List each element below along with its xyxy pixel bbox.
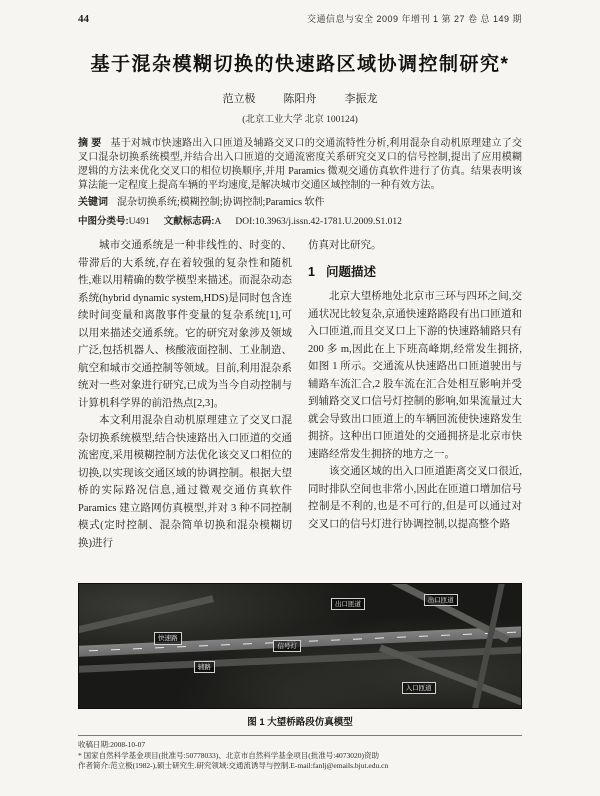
- doc-code-label: 文献标志码:: [163, 216, 215, 227]
- keywords-label: 关键词: [78, 197, 108, 208]
- right-column: [308, 237, 522, 577]
- author-name: 李振龙: [344, 93, 378, 105]
- figure-caption: 图 1 大望桥路段仿真模型: [247, 717, 353, 728]
- figure-label: 出口匝道: [331, 598, 365, 611]
- left-column: [78, 237, 292, 577]
- figure-label: 辅路: [194, 661, 215, 674]
- paper-title: 基于混杂模糊切换的快速路区域协调控制研究*: [90, 54, 510, 75]
- west-ramp-road: [78, 595, 214, 636]
- figure-label: 入口匝道: [402, 682, 436, 695]
- body-paragraph: 本文利用混杂自动机原理建立了交叉口混杂切换系统模型,结合快速路出入口匝道的交通流密度,采用模糊控制方法优化该交叉口相位的切换,以实现该交通区域的协调控制。根据大望桥的实际路况信息,通过微观交通仿真软件 Paramics 建立路网仿真模型,并对 3 种不同控制模式(定时控制、混杂简单切换和混杂模糊切换)进行: [78, 415, 292, 549]
- footnote-author-bio: 作者简介:范立极(1982-),硕士研究生.研究领域:交通流诱导与控制.E-mail:fanlj@emails.bjut.edu.cn: [78, 761, 389, 770]
- clc-label: 中图分类号:: [78, 216, 129, 227]
- section-heading: [308, 264, 522, 282]
- author-name: 陈阳舟: [283, 93, 317, 105]
- figure-label: 快速路: [154, 632, 182, 645]
- abstract-block: [78, 137, 522, 193]
- simulation-screenshot: [78, 583, 522, 709]
- abstract-label: 摘 要: [78, 138, 102, 149]
- body-paragraph: 该交通区域的出入口匝道距离交叉口很近,同时排队空间也非常小,因此在匝道口增加信号控制是不利的,也是不可行的,但是可以通过对交叉口的信号灯进行协调控制,以提高整个路: [308, 466, 522, 530]
- section-title: 问题描述: [325, 264, 376, 279]
- abstract-text: 基于对城市快速路出入口匝道及辅路交叉口的交通流特性分析,利用混杂自动机原理建立了交叉口混杂切换系统模型,并结合出入口匝道的交通流密度关系研究交叉口的信号控制,提出了应用模糊逻辑的方法来优化交叉口的相位切换顺序,并用 Paramics 微观交通仿真软件进行了仿真。结果表明该算法能一定程度上提高车辆的平均速度,是解决城市交通区域控制的一种有效方法。: [78, 138, 523, 191]
- footnotes: [78, 735, 522, 772]
- keywords-block: [78, 196, 522, 210]
- body-paragraph: 城市交通系统是一种非线性的、时变的、带滞后的大系统,存在着较强的复杂性和随机性,难以用精确的数学模型来描述。而混杂动态系统(hybrid dynamic system,HDS)是同时包含连续时间变量和离散事件变量的复杂系统[1],可以用来描述交通系统。它的研究对象涉及领域广泛,包括机器人、核酸液面控制、工业制造、航空和城市交通控制等领域。目前,利用混杂系统对一些对象进行研究,已成为当今自动控制与计算机科学界的前沿热点[2,3]。: [78, 240, 292, 409]
- meta-line: [78, 213, 522, 227]
- affiliation: (北京工业大学 北京 100124): [242, 115, 358, 125]
- body-columns: [78, 237, 522, 577]
- figure-label: 信号灯: [273, 640, 301, 653]
- clc-value: U491: [128, 217, 150, 227]
- author-name: 范立极: [222, 93, 256, 105]
- figure-label: 出口匝道: [424, 594, 458, 607]
- journal-info: 交通信息与安全 2009 年增刊 1 第 27 卷 总 149 期: [306, 14, 522, 24]
- doi-text: DOI:10.3963/j.issn.42-1781.U.2009.S1.012: [235, 217, 402, 227]
- author-list: [78, 90, 522, 106]
- footnote-received-date: 收稿日期:2008-10-07: [78, 740, 146, 749]
- figure-1: [78, 583, 522, 728]
- footnote-funding: * 国家自然科学基金项目(批准号:50778033)、北京市自然科学基金项目(批准号:4073020)资助: [78, 750, 380, 760]
- section-number: 1: [308, 264, 315, 279]
- page-number: 44: [78, 13, 89, 25]
- page-header: [78, 12, 522, 25]
- body-paragraph: 北京大望桥地处北京市三环与四环之间,交通状况比较复杂,京通快速路路段有出口匝道和入口匝道,而且交叉口上下游的快速路辅路只有 200 多 m,因此在上下班高峰期,经常发生拥挤,如图 1 所示。交通流从快速路出口匝道驶出与辅路车流汇合,2 股车流在汇合处相互影响并受到辅路交叉口信号灯控制的影响,如果流量过大就会导致出口匝道上的车辆回流使快速路发生拥挤。这种出口匝道处的交通拥挤是北京市快速路经常发生拥挤的地方之一。: [308, 291, 522, 460]
- keywords-text: 混杂切换系统;模糊控制;协调控制;Paramics 软件: [117, 197, 325, 208]
- body-paragraph-continuation: 仿真对比研究。: [308, 240, 382, 251]
- doc-code-value: A: [214, 217, 222, 227]
